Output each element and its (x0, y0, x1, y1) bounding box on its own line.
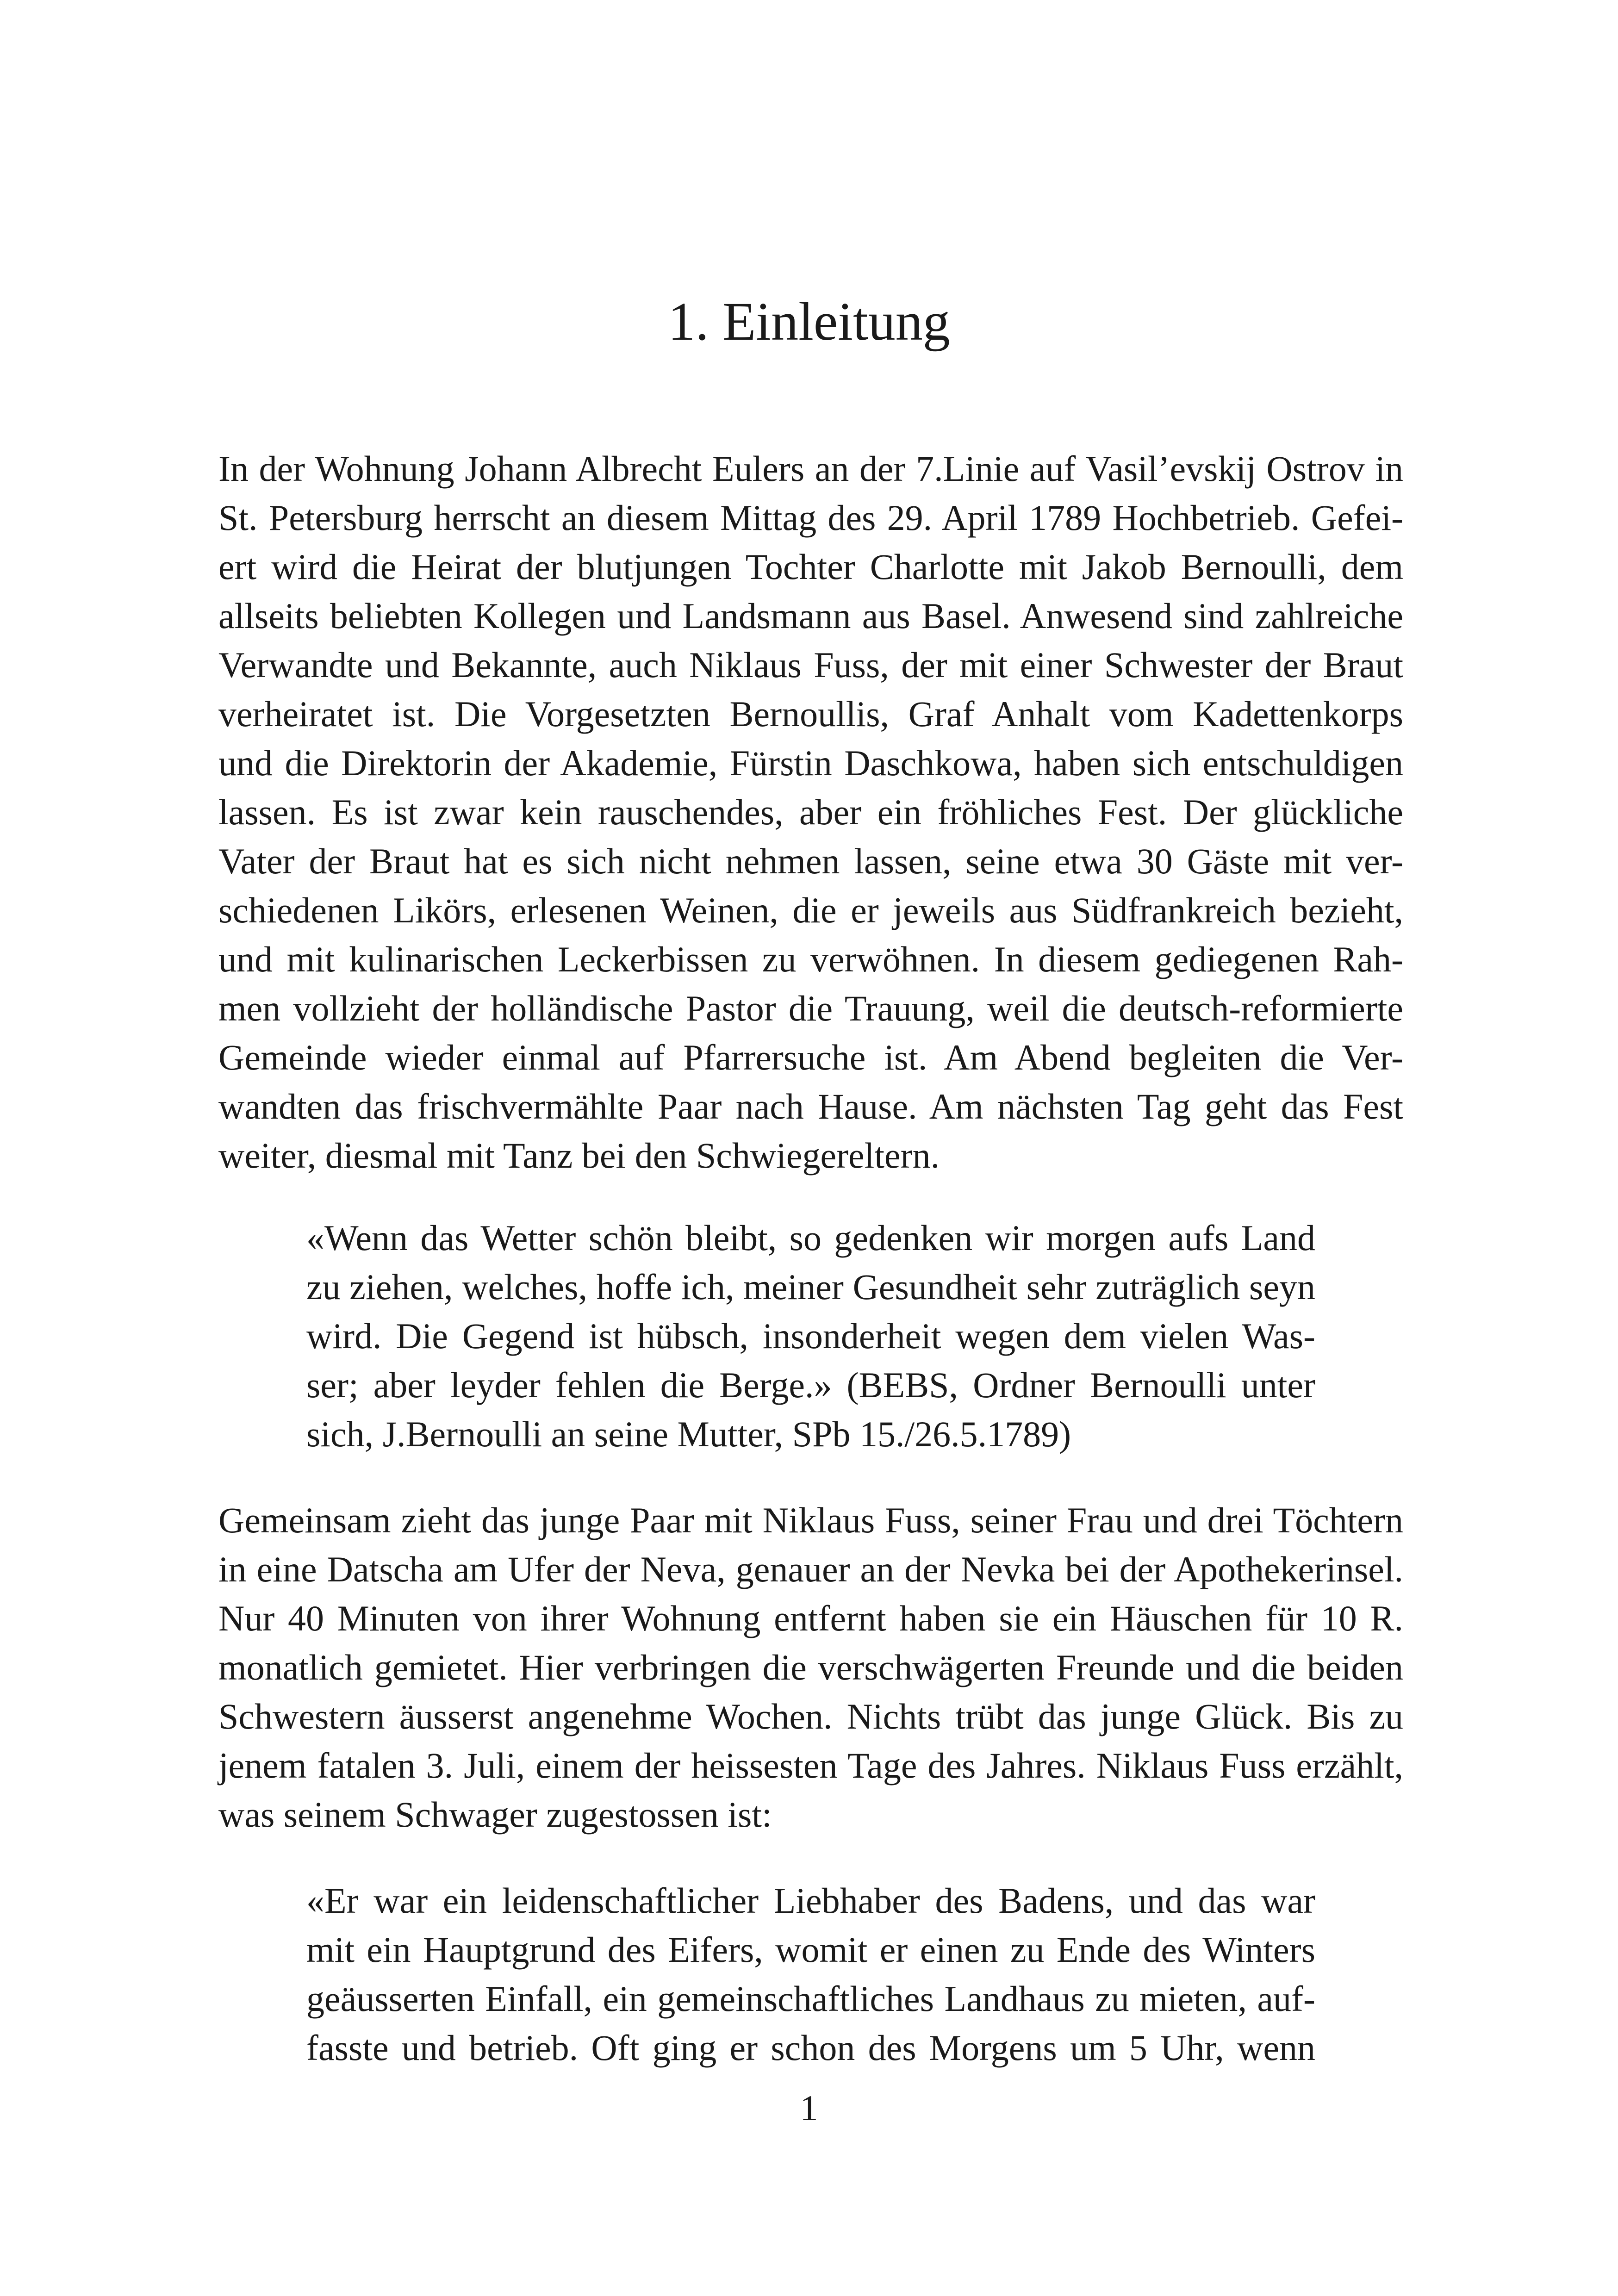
quote-line: sich, J.Bernoulli an seine Mutter, SPb 15./26.5.1789) (306, 1414, 1071, 1454)
chapter-title: 1. Einleitung (668, 291, 950, 352)
text-line: lassen. Es ist zwar kein rauschendes, aber ein fröhliches Fest. Der glückliche (218, 792, 1403, 832)
paragraph-2 (218, 1496, 1403, 1839)
text-line: Vater der Braut hat es sich nicht nehmen lassen, seine etwa 30 Gäste mit ver- (218, 841, 1403, 881)
text-line: in eine Datscha am Ufer der Neva, genauer an der Nevka bei der Apothekerinsel. (218, 1549, 1403, 1589)
quote-line: mit ein Hauptgrund des Eifers, womit er einen zu Ende des Winters (306, 1929, 1315, 1970)
text-line: Nur 40 Minuten von ihrer Wohnung entfernt haben sie ein Häuschen für 10 R. (218, 1598, 1403, 1638)
text-line: schiedenen Likörs, erlesenen Weinen, die er jeweils aus Südfrankreich bezieht, (218, 890, 1403, 930)
text-line: wandten das frischvermählte Paar nach Hause. Am nächsten Tag geht das Fest (218, 1086, 1403, 1126)
text-line: verheiratet ist. Die Vorgesetzten Bernoullis, Graf Anhalt vom Kadettenkorps (218, 694, 1403, 734)
quote-line: ser; aber leyder fehlen die Berge.» (BEBS, Ordner Bernoulli unter (306, 1365, 1315, 1405)
text-line: ert wird die Heirat der blutjungen Tochter Charlotte mit Jakob Bernoulli, dem (218, 547, 1403, 587)
quote-line: wird. Die Gegend ist hübsch, insonderheit wegen dem vielen Was- (306, 1316, 1315, 1356)
text-line: weiter, diesmal mit Tanz bei den Schwiegereltern. (218, 1135, 940, 1176)
text-line: St. Petersburg herrscht an diesem Mittag des 29. April 1789 Hochbetrieb. Gefei- (218, 498, 1403, 538)
text-line: und die Direktorin der Akademie, Fürstin Daschkowa, haben sich entschuldigen (218, 743, 1403, 783)
text-line: Gemeinsam zieht das junge Paar mit Niklaus Fuss, seiner Frau und drei Töchtern (218, 1500, 1403, 1540)
quote-line: «Er war ein leidenschaftlicher Liebhaber des Badens, und das war (306, 1880, 1315, 1921)
text-line: und mit kulinarischen Leckerbissen zu verwöhnen. In diesem gediegenen Rah- (218, 939, 1403, 979)
quote-line: zu ziehen, welches, hoffe ich, meiner Gesundheit sehr zuträglich seyn (306, 1267, 1315, 1307)
quote-line: geäusserten Einfall, ein gemeinschaftliches Landhaus zu mieten, auf- (306, 1979, 1315, 2019)
page-number: 1 (800, 2088, 818, 2128)
text-line: Verwandte und Bekannte, auch Niklaus Fuss, der mit einer Schwester der Braut (218, 645, 1403, 685)
block-quote-1 (306, 1213, 1315, 1459)
quote-line: «Wenn das Wetter schön bleibt, so gedenken wir morgen aufs Land (306, 1218, 1315, 1258)
quote-line: fasste und betrieb. Oft ging er schon des Morgens um 5 Uhr, wenn (306, 2028, 1315, 2068)
block-quote-2 (306, 1876, 1315, 2072)
text-line: Gemeinde wieder einmal auf Pfarrersuche ist. Am Abend begleiten die Ver- (218, 1037, 1403, 1077)
text-line: allseits beliebten Kollegen und Landsmann aus Basel. Anwesend sind zahlreiche (218, 596, 1403, 636)
text-line: was seinem Schwager zugestossen ist: (218, 1794, 772, 1835)
text-line: jenem fatalen 3. Juli, einem der heissesten Tage des Jahres. Niklaus Fuss erzählt, (218, 1745, 1403, 1786)
paragraph-1 (218, 444, 1403, 1180)
text-line: In der Wohnung Johann Albrecht Eulers an der 7.Linie auf Vasil’evskij Ostrov in (218, 448, 1403, 489)
text-line: men vollzieht der holländische Pastor die Trauung, weil die deutsch-reformierte (218, 988, 1403, 1028)
text-line: Schwestern äusserst angenehme Wochen. Nichts trübt das junge Glück. Bis zu (218, 1696, 1403, 1736)
text-line: monatlich gemietet. Hier verbringen die verschwägerten Freunde und die beiden (218, 1647, 1403, 1687)
